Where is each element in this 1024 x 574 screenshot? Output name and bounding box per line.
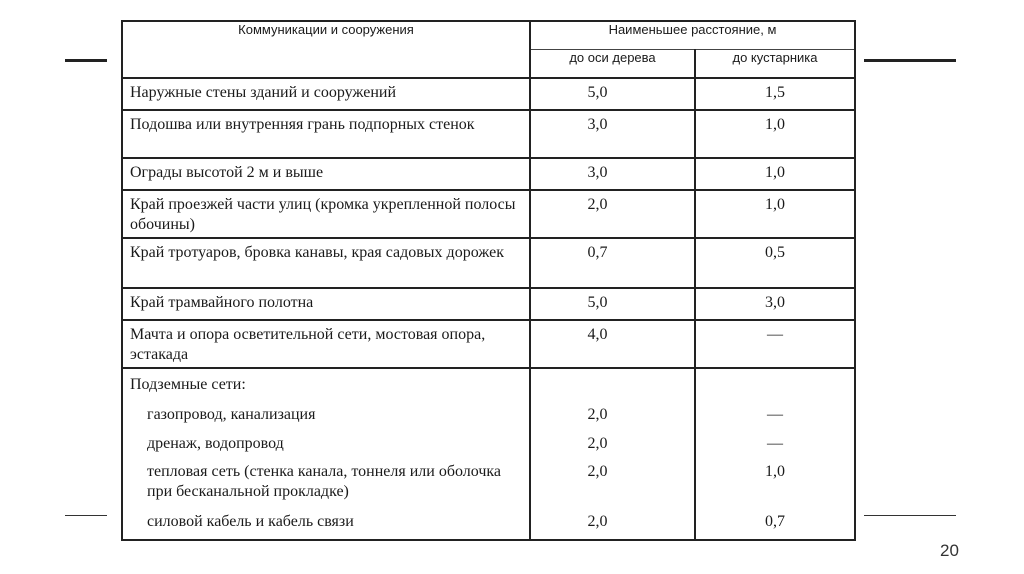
table-row [122, 430, 855, 458]
row-name: Подошва или внутренняя грань подпорных стенок [122, 110, 530, 158]
header-to-tree: до оси дерева [530, 50, 695, 79]
row-name: Край тротуаров, бровка канавы, края садовых дорожек [122, 238, 530, 288]
row-tree-distance: 3,0 [530, 110, 695, 158]
row-name: Наружные стены зданий и сооружений [122, 78, 530, 110]
row-tree-distance: 3,0 [530, 158, 695, 190]
page-number: 20 [940, 541, 959, 560]
table-row [122, 190, 855, 238]
table-row [122, 506, 855, 540]
table-row [122, 398, 855, 430]
row-tree-distance: 2,0 [530, 398, 695, 430]
row-name: газопровод, канализация [122, 398, 530, 430]
distance-table [121, 20, 856, 541]
table-row-underground-title [122, 368, 855, 398]
row-bush-distance: 0,5 [695, 238, 855, 288]
table-row [122, 320, 855, 368]
row-tree-distance: 2,0 [530, 190, 695, 238]
row-tree-distance: 2,0 [530, 430, 695, 458]
row-bush-distance: 1,0 [695, 158, 855, 190]
row-bush-distance: 1,0 [765, 463, 785, 480]
decorative-line-top-left [65, 59, 107, 62]
row-tree-distance: 0,7 [530, 238, 695, 288]
header-to-bush: до кустарника [695, 50, 855, 79]
row-name: силовой кабель и кабель связи [122, 506, 530, 540]
decorative-line-bottom-right [864, 515, 956, 516]
row-bush-distance: — [695, 320, 855, 368]
row-name: Ограды высотой 2 м и выше [122, 158, 530, 190]
row-bush-distance: 1,5 [695, 78, 855, 110]
table-row [122, 288, 855, 320]
row-bush-distance: 0,7 [765, 513, 785, 530]
row-bush-distance: 3,0 [695, 288, 855, 320]
table-row [122, 110, 855, 158]
row-tree-distance: 5,0 [530, 78, 695, 110]
table-row [122, 238, 855, 288]
row-tree-distance: 2,0 [530, 458, 695, 506]
row-bush-distance: 1,0 [695, 190, 855, 238]
row-name: Край проезжей части улиц (кромка укрепленной полосы обочины) [122, 190, 530, 238]
row-tree-distance: 4,0 [530, 320, 695, 368]
row-tree-distance: 2,0 [530, 506, 695, 540]
underground-title: Подземные сети: [122, 368, 530, 398]
table-row [122, 458, 855, 506]
row-name: дренаж, водопровод [122, 430, 530, 458]
header-communications: Коммуникации и сооружения [122, 21, 530, 78]
row-name: тепловая сеть (стенка канала, тоннеля или оболочка при бесканальной прокладке) [122, 458, 530, 506]
decorative-line-top-right [864, 59, 956, 62]
row-bush-distance: — [767, 406, 783, 423]
table-row [122, 158, 855, 190]
row-name: Край трамвайного полотна [122, 288, 530, 320]
row-bush-distance: — [767, 435, 783, 452]
row-tree-distance: 5,0 [530, 288, 695, 320]
decorative-line-bottom-left [65, 515, 107, 516]
row-bush-distance: 1,0 [695, 110, 855, 158]
row-name: Мачта и опора осветительной сети, мостовая опора, эстакада [122, 320, 530, 368]
table-row [122, 78, 855, 110]
header-min-distance: Наименьшее расстояние, м [530, 21, 855, 50]
